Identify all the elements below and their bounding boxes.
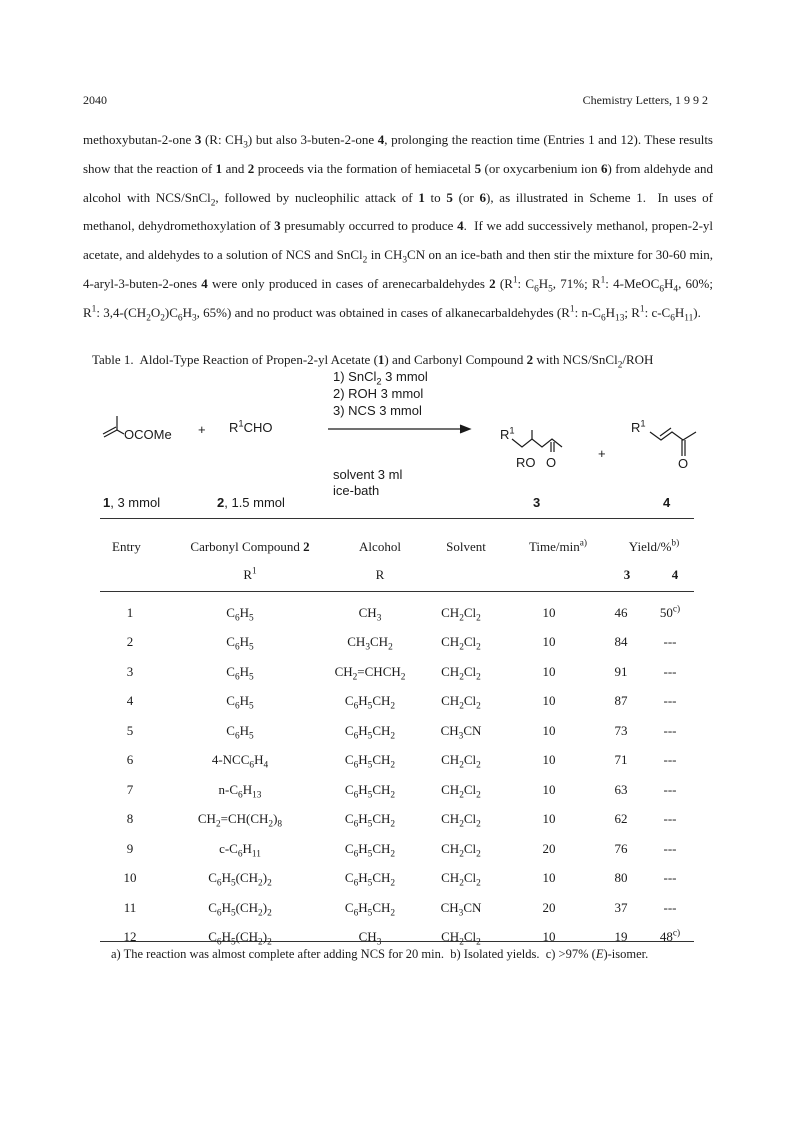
cell-r: $C_6H_5CH_2$ xyxy=(344,693,396,712)
reagent-line-1: 1) SnCl$_2$ 3 mmol xyxy=(333,369,428,387)
results-table-body xyxy=(100,598,694,952)
product-4-alkene xyxy=(660,428,671,436)
cell-solvent: $CH_3CN$ xyxy=(440,899,482,919)
product-3-chain xyxy=(512,439,562,447)
cell-r1: $c-C_6H_{11}$ xyxy=(219,840,261,860)
cell-solvent: $CH_2Cl_2$ xyxy=(441,929,481,948)
cell-time: 10 xyxy=(542,752,556,768)
cell-solvent: $CH_2Cl_2$ xyxy=(441,663,481,683)
cell-time: 10 xyxy=(542,929,556,945)
compound-3-label: 3 xyxy=(533,495,541,510)
cell-solvent: $CH_2Cl_2$ xyxy=(441,840,481,860)
cell-y3: 71 xyxy=(614,752,628,768)
acetate-group-label: OCOMe xyxy=(124,427,172,442)
table-header-rule xyxy=(100,591,694,592)
table-row xyxy=(100,598,694,628)
cell-entry: 7 xyxy=(126,781,134,797)
condition-line-2: ice-bath xyxy=(333,483,380,498)
table-footnote: a) The reaction was almost complete after adding NCS for 20 min. b) Isolated yields. c) >97% (E)-isomer. xyxy=(111,947,649,961)
compound-1-label: 1, 3 mmol xyxy=(103,495,161,510)
cell-y3: 46 xyxy=(614,604,628,620)
cell-solvent: $CH_2Cl_2$ xyxy=(441,781,481,801)
reagent-line-3: 3) NCS 3 mmol xyxy=(333,403,422,418)
table-row xyxy=(100,805,694,835)
cell-y4: --- xyxy=(663,811,677,827)
table-row xyxy=(100,893,694,923)
acetate-vinyl-double-bond xyxy=(103,427,116,434)
cell-time: 20 xyxy=(542,899,556,915)
cell-y3: 87 xyxy=(614,693,628,709)
cell-r1: $C_6H_5$ xyxy=(226,634,254,653)
cell-entry: 11 xyxy=(123,899,137,915)
cell-r: $C_6H_5CH_2$ xyxy=(344,781,396,801)
cell-solvent: $CH_2Cl_2$ xyxy=(441,693,481,712)
condition-line-1: solvent 3 ml xyxy=(333,467,403,482)
cell-time: 10 xyxy=(542,693,556,709)
table-row xyxy=(100,628,694,658)
cell-y4: --- xyxy=(663,634,677,650)
acetate-o-bond xyxy=(117,430,124,434)
cell-r: $CH_2=CHCH_2$ xyxy=(334,663,406,683)
cell-y4: --- xyxy=(663,870,677,886)
cell-y4: --- xyxy=(663,722,677,738)
header-alcohol: Alcohol xyxy=(359,539,401,554)
product-3-o-label: O xyxy=(546,455,557,470)
cell-entry: 12 xyxy=(123,929,137,945)
cell-y3: 91 xyxy=(614,663,628,679)
table-row xyxy=(100,687,694,717)
cell-r: $C_6H_5CH_2$ xyxy=(344,899,396,919)
page-number: 2040 xyxy=(83,93,107,107)
cell-entry: 5 xyxy=(126,722,134,738)
cell-y3: 62 xyxy=(614,811,628,827)
cell-entry: 2 xyxy=(126,634,134,650)
cell-r1: $C_6H_5(CH_2)_2$ xyxy=(208,870,272,889)
header-carbonyl-r1: $R^1$ xyxy=(243,566,257,582)
cell-r1: $n-C_6H_{13}$ xyxy=(218,781,262,801)
table-row xyxy=(100,864,694,894)
header-yield-4: 4 xyxy=(671,567,679,582)
cell-y4: 48$^{c)}$ xyxy=(659,928,681,945)
cell-r: $CH_3$ xyxy=(358,929,382,948)
cell-time: 10 xyxy=(542,634,556,650)
journal-citation: Chemistry Letters, 1 9 9 2 xyxy=(582,93,708,107)
cell-r: $CH_3$ xyxy=(358,604,382,624)
cell-time: 10 xyxy=(542,781,556,797)
product-3-r1-label: $R^1$ xyxy=(500,425,515,442)
header-time: Time/$\min^{a)}$ xyxy=(528,538,588,554)
cell-r: $C_6H_5CH_2$ xyxy=(344,840,396,860)
cell-time: 10 xyxy=(542,722,556,738)
compound-2-label: 2, 1.5 mmol xyxy=(217,495,285,510)
cell-solvent: $CH_2Cl_2$ xyxy=(441,870,481,889)
cell-entry: 8 xyxy=(126,811,134,827)
cell-y4: --- xyxy=(663,663,677,679)
cell-time: 10 xyxy=(542,604,556,620)
table-row xyxy=(100,657,694,687)
cell-r1: $C_6H_5$ xyxy=(226,663,254,683)
cell-r: $C_6H_5CH_2$ xyxy=(344,722,396,742)
cell-y4: --- xyxy=(663,752,677,768)
arrow-head xyxy=(460,425,470,433)
cell-r1: $C_6H_5$ xyxy=(226,604,254,624)
table-row xyxy=(100,746,694,776)
product-4-o-label: O xyxy=(678,456,689,471)
cell-time: 10 xyxy=(542,870,556,886)
cell-y3: 63 xyxy=(614,781,628,797)
cell-r: $C_6H_5CH_2$ xyxy=(344,811,396,830)
cell-y3: 76 xyxy=(614,840,628,856)
cell-y4: --- xyxy=(663,840,677,856)
reagent-line-2: 2) ROH 3 mmol xyxy=(333,386,424,401)
cell-y3: 37 xyxy=(614,899,628,915)
cell-y3: 80 xyxy=(614,870,628,886)
cell-y3: 84 xyxy=(614,634,628,650)
header-carbonyl: Carbonyl Compound 2 xyxy=(190,539,310,554)
aldehyde-formula: $R^1CHO$ xyxy=(229,418,273,435)
cell-y3: 73 xyxy=(614,722,628,738)
cell-entry: 9 xyxy=(126,840,134,856)
table-row xyxy=(100,716,694,746)
plus-sign-1: + xyxy=(198,422,206,437)
cell-entry: 1 xyxy=(126,604,134,620)
results-table xyxy=(100,598,694,952)
acetate-vinyl-bond xyxy=(104,430,117,437)
cell-y3: 19 xyxy=(614,929,628,945)
cell-time: 10 xyxy=(542,811,556,827)
cell-y4: --- xyxy=(663,781,677,797)
cell-entry: 3 xyxy=(126,663,134,679)
cell-solvent: $CH_2Cl_2$ xyxy=(441,752,481,771)
cell-r: $C_6H_5CH_2$ xyxy=(344,870,396,889)
product-4-chain xyxy=(650,432,696,440)
cell-r1: $C_6H_5(CH_2)_2$ xyxy=(208,899,272,919)
product-4-r1-label: $R^1$ xyxy=(631,418,646,435)
cell-r1: $C_6H_5(CH_2)_2$ xyxy=(208,929,272,948)
cell-entry: 4 xyxy=(126,693,134,709)
cell-y4: 50$^{c)}$ xyxy=(659,604,681,620)
table-top-rule xyxy=(100,518,694,519)
cell-y4: --- xyxy=(663,693,677,709)
body-paragraph: methoxybutan-2-one 3 (R: $CH_3$) but also 3-buten-2-one 4, prolonging the reaction time (Entries 1 and 12). These results show that the reaction of 1 and 2 proceeds via the formation of hemiacetal 5 (or oxycarbenium ion 6) from aldehyde and alcohol with NCS/SnCl$_2$, followed by nucleophilic attack of 1 to 5 (or 6), as illustrated in Scheme 1. In uses of methanol, dehydromethoxylation of 3 presumably occurred to produce 4. If we add successively methanol, propen-2-yl acetate, and aldehydes to a solution of NCS and SnCl$_2$ in $CH_3CN$ on an ice-bath and then stir the mixture for 30-60 min, 4-aryl-3-buten-2-ones 4 were only produced in cases of arenecarbaldehydes 2 ($R^1$: $C_6H_5$, 71%; $R^1$: $4-MeOC_6H_4$, 60%; $R^1$: $3,4-(CH_2O_2)C_6H_3$, 65%) and no product was obtained in cases of alkanecarbaldehydes ($R^1$: $n-C_6H_{13}$; $R^1$: $c-C_6H_{11}$). xyxy=(83,132,714,324)
cell-r: $C_6H_5CH_2$ xyxy=(344,752,396,771)
cell-r1: $CH_2=CH(CH_2)_8$ xyxy=(197,811,283,830)
cell-solvent: $CH_3CN$ xyxy=(440,722,482,742)
cell-solvent: $CH_2Cl_2$ xyxy=(441,811,481,830)
table-row xyxy=(100,834,694,864)
cell-solvent: $CH_2Cl_2$ xyxy=(441,604,481,624)
plus-sign-2: + xyxy=(598,446,606,461)
cell-solvent: $CH_2Cl_2$ xyxy=(441,634,481,653)
cell-time: 20 xyxy=(542,840,556,856)
header-solvent: Solvent xyxy=(446,539,486,554)
table-caption: Table 1. Aldol-Type Reaction of Propen-2-yl Acetate (1) and Carbonyl Compound 2 with NCS/SnCl$_2$/ROH xyxy=(92,352,654,371)
cell-r1: $C_6H_5$ xyxy=(226,693,254,712)
header-yield: Yield/%$^{b)}$ xyxy=(628,538,680,554)
product-3-ro-label: RO xyxy=(516,455,536,470)
cell-entry: 10 xyxy=(123,870,137,886)
body-text xyxy=(83,126,713,328)
cell-time: 10 xyxy=(542,663,556,679)
table-row xyxy=(100,775,694,805)
compound-4-label: 4 xyxy=(663,495,671,510)
header-entry: Entry xyxy=(112,539,141,554)
cell-entry: 6 xyxy=(126,752,134,768)
header-alcohol-r: R xyxy=(375,567,385,582)
cell-r1: $4-NCC_6H_4$ xyxy=(211,752,269,771)
cell-r1: $C_6H_5$ xyxy=(226,722,254,742)
cell-y4: --- xyxy=(663,899,677,915)
header-yield-3: 3 xyxy=(623,567,631,582)
cell-r: $CH_3CH_2$ xyxy=(347,634,393,653)
